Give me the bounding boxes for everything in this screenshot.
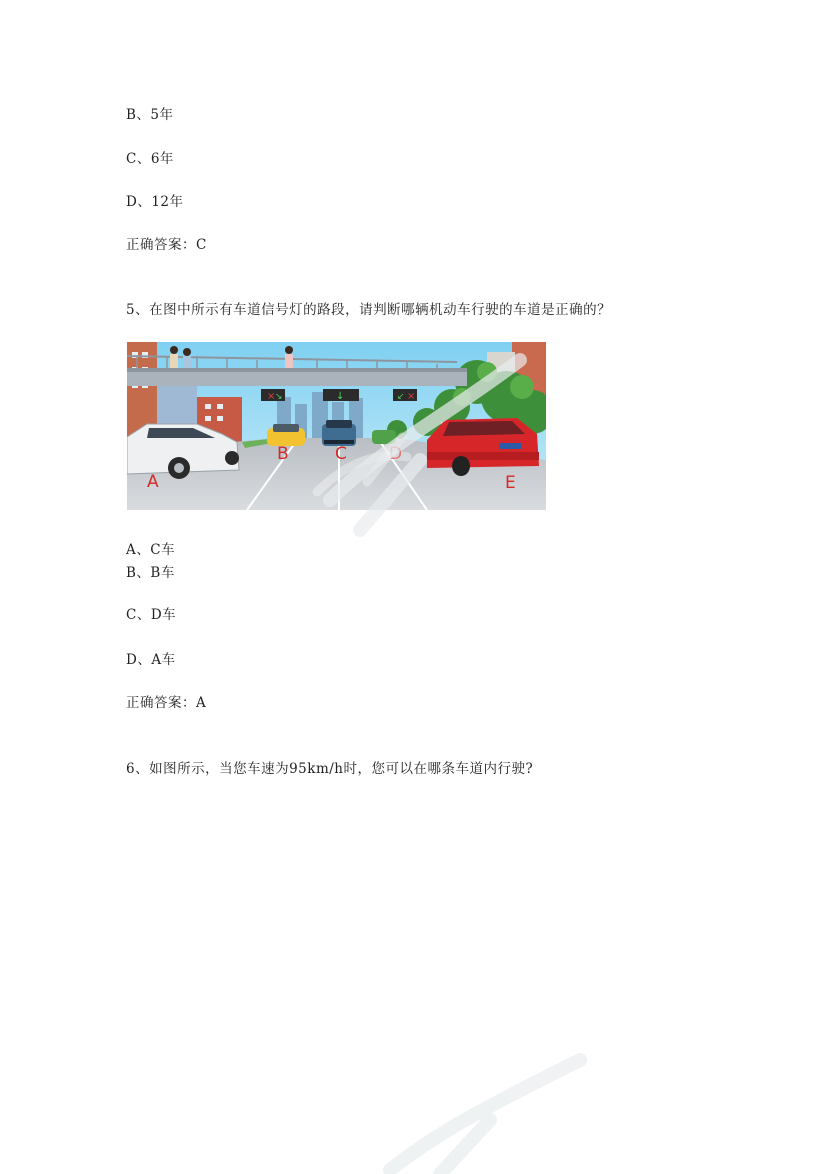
watermark-stamp-bottom	[380, 1040, 600, 1174]
figure-label-e: E	[505, 473, 516, 493]
svg-text:×: ×	[267, 391, 276, 402]
figure-label-d: D	[389, 444, 403, 464]
svg-text:↙: ↙	[397, 392, 405, 402]
lane-signal-illustration	[127, 342, 546, 510]
q5-option-d: D、A车	[126, 652, 176, 668]
svg-text:×: ×	[407, 391, 416, 402]
figure-label-b: B	[277, 444, 289, 464]
q4-option-c: C、6年	[126, 151, 174, 167]
q5-option-b: B、B车	[126, 565, 175, 581]
q5-option-a: A、C车	[126, 542, 176, 558]
q4-answer: 正确答案：C	[126, 237, 207, 253]
q5-answer: 正确答案：A	[126, 695, 207, 711]
svg-text:↓: ↓	[336, 391, 345, 402]
q5-question: 5、在图中所示有车道信号灯的路段，请判断哪辆机动车行驶的车道是正确的？	[126, 302, 612, 318]
svg-text:↘: ↘	[275, 392, 283, 402]
q5-option-c: C、D车	[126, 607, 177, 623]
q4-option-d: D、12年	[126, 194, 184, 210]
figure-label-a: A	[147, 472, 159, 492]
figure-label-c: C	[335, 444, 347, 464]
q6-question: 6、如图所示，当您车速为95km/h时，您可以在哪条车道内行驶?	[126, 761, 534, 777]
q4-option-b: B、5年	[126, 107, 174, 123]
